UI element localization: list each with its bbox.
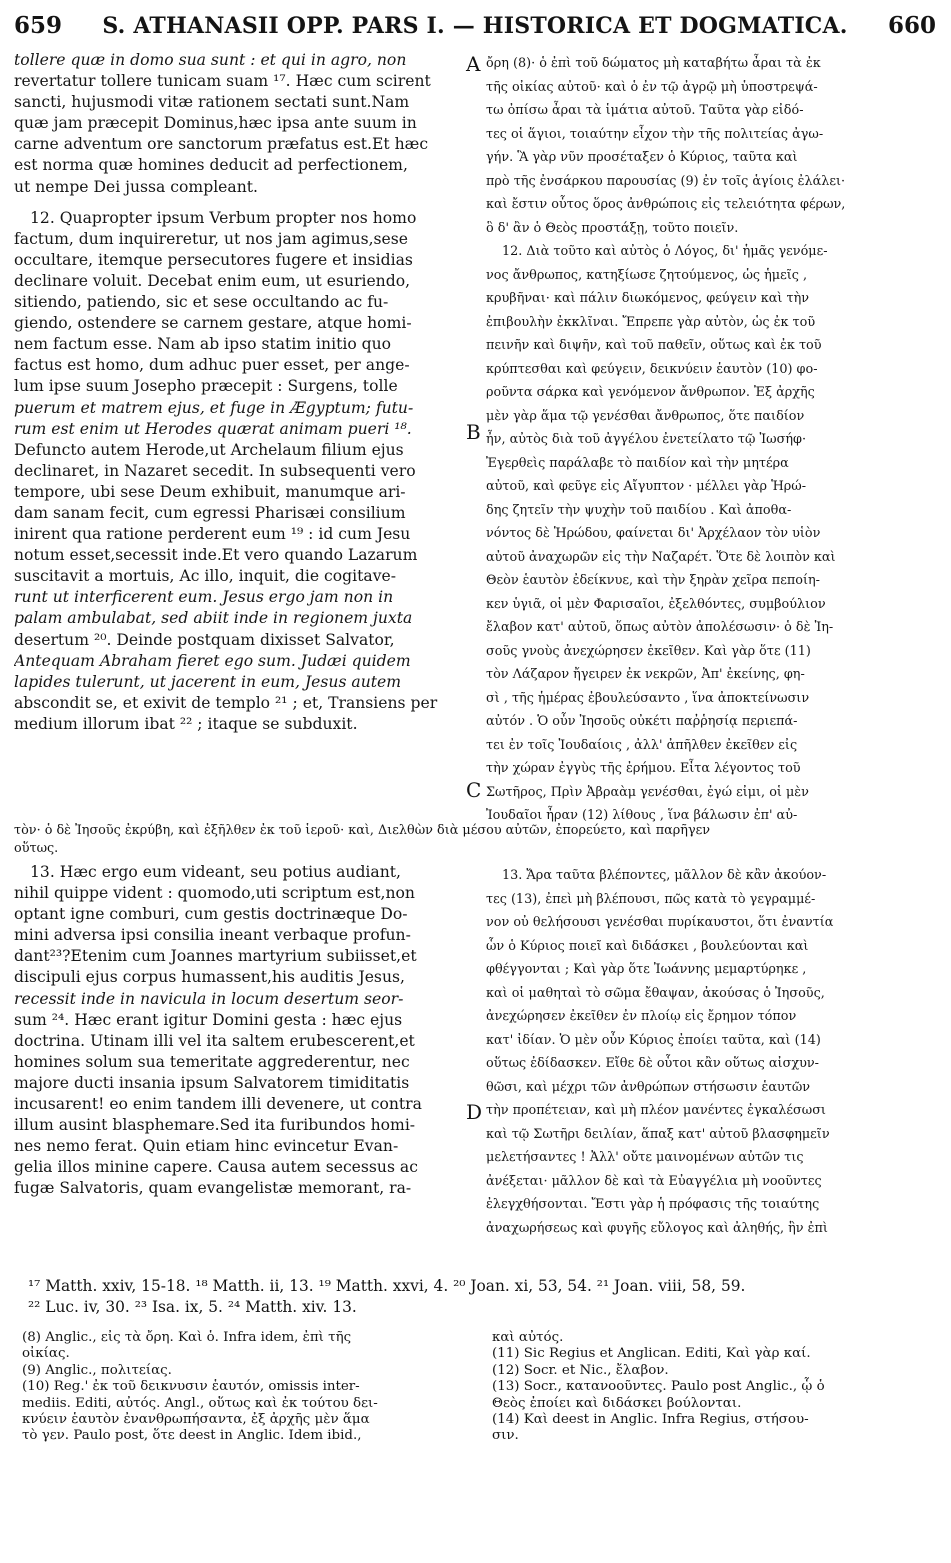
footnote-line: (9) Anglic., πολιτείας.	[22, 1362, 172, 1378]
latin-line: rum est enim ut Herodes quærat animam pueri ¹⁸.	[14, 419, 412, 438]
margin-marker-a: A	[466, 52, 481, 76]
footnote-line: κνύειν ἑαυτὸν ἐνανθρωπήσαντα, ἐξ ἀρχῆς μὲν ἅμα	[22, 1412, 370, 1428]
latin-line: gelia illos minine capere. Causa autem secessus ac	[14, 1158, 418, 1177]
greek-line: νον οὐ θελήσουσι γενέσθαι πυρίκαυστοι, ὅτι ἐναντία	[486, 915, 834, 930]
greek-line: οὕτως.	[14, 841, 59, 856]
latin-line: 12. Quapropter ipsum Verbum propter nos homo	[30, 208, 417, 227]
margin-marker-b: B	[466, 420, 481, 444]
latin-line: puerum et matrem ejus, et fuge in Ægyptum; futu-	[14, 398, 414, 417]
latin-line: 13. Hæc ergo eum videant, seu potius audiant,	[30, 863, 401, 881]
latin-line: abscondit se, et exivit de templo ²¹ ; et, Transiens per	[14, 693, 438, 712]
latin-line: lum ipse suum Josepho præcepit : Surgens, tolle	[14, 377, 398, 396]
greek-line: ἀναχωρήσεως καὶ φυγῆς εὔλογος καὶ ἀληθής, ἣν ἐπὶ	[486, 1220, 828, 1236]
greek-line: νόντος δὲ Ἡρώδου, φαίνεται δι' Ἀρχέλαον τὸν υἱὸν	[486, 526, 821, 541]
running-title: S. ATHANASII OPP. PARS I. — HISTORICA ET DOGMATICA.	[102, 13, 848, 39]
greek-line: γήν. Ἃ γὰρ νῦν προσέταξεν ὁ Κύριος, ταῦτα καὶ	[486, 150, 798, 165]
greek-line: πεινῆν καὶ διψῆν, καὶ τοῦ παθεῖν, οὕτως καὶ ἐκ τοῦ	[486, 338, 822, 353]
greek-line: τῆς οἰκίας αὐτοῦ· καὶ ὁ ἐν τῷ ἀγρῷ μὴ ὑποστρεψά-	[486, 79, 818, 95]
latin-line: suscitavit a mortuis, Ac illo, inquit, die cogitave-	[14, 567, 397, 586]
latin-line: tempore, ubi sese Deum exhibuit, manumque ari-	[14, 482, 406, 501]
latin-line: sum ²⁴. Hæc erant igitur Domini gesta : hæc ejus	[14, 1010, 403, 1029]
greek-line: ὄρη (8)· ὁ ἐπὶ τοῦ δώματος μὴ καταβήτω ἆραι τὰ ἐκ	[486, 56, 821, 71]
latin-column-upper	[14, 50, 464, 735]
greek-column-lower	[486, 864, 936, 1240]
paragraph-gap	[14, 198, 464, 208]
margin-marker-c: C	[466, 778, 482, 802]
latin-line: carne adventum ore sanctorum præfatus est.Et hæc	[14, 135, 429, 154]
page-number-left: 659	[14, 12, 63, 39]
greek-line: Σωτῆρος, Πρὶν Ἀβραὰμ γενέσθαι, ἐγώ εἰμι, οἱ μὲν	[486, 784, 809, 800]
latin-line: est norma quæ homines deducit ad perfectionem,	[14, 156, 408, 175]
latin-line: runt ut interficerent eum. Jesus ergo jam non in	[14, 588, 394, 607]
latin-line: nes nemo ferat. Quin etiam hinc evincetur Evan-	[14, 1137, 399, 1156]
footnotes-left	[22, 1330, 472, 1445]
greek-line: πρὸ τῆς ἐνσάρκου παρουσίας (9) ἐν τοῖς ἁγίοις ἐλάλει·	[486, 173, 846, 189]
page-header	[14, 6, 936, 46]
greek-line: σοῦς γνοὺς ἀνεχώρησεν ἐκεῖθεν. Καὶ γὰρ ὅτε (11)	[486, 643, 811, 659]
greek-line: τες (13), ἐπεὶ μὴ βλέπουσι, πῶς κατὰ τὸ γεγραμμέ-	[486, 891, 816, 907]
greek-line: κρυβῆναι· καὶ πάλιν διωκόμενος, φεύγειν καὶ τὴν	[486, 291, 810, 306]
latin-line: factus est homo, dum adhuc puer esset, per ange-	[14, 356, 410, 375]
latin-line: incusarent! eo enim tandem illi devenere, ut contra	[14, 1095, 422, 1114]
greek-full-width-line	[14, 822, 936, 858]
latin-line: palam ambulabat, sed abiit inde in regionem juxta	[14, 609, 413, 628]
footnotes-right	[492, 1330, 932, 1445]
footnote-line: σιν.	[492, 1428, 519, 1444]
latin-line: ut nempe Dei jussa compleant.	[14, 177, 258, 196]
footnote-line: οἰκίας.	[22, 1346, 70, 1362]
greek-line: ἦν, αὐτὸς διὰ τοῦ ἀγγέλου ἐνετείλατο τῷ Ἰωσήφ·	[486, 432, 807, 447]
latin-line: illum ausint blasphemare.Sed ita furibundos homi-	[14, 1116, 416, 1135]
footnote-line: (12) Socr. et Nic., ἔλαβον.	[492, 1362, 669, 1378]
greek-line: αὐτοῦ ἀναχωρῶν εἰς τὴν Ναζαρέτ. Ὅτε δὲ λοιπὸν καὶ	[486, 549, 836, 565]
greek-line: θῶσι, καὶ μέχρι τῶν ἀνθρώπων στήσωσιν ἑαυτῶν	[486, 1079, 811, 1095]
greek-line: καὶ τῷ Σωτῆρι δειλίαν, ἅπαξ κατ' αὐτοῦ βλασφημεῖν	[486, 1126, 830, 1142]
greek-line: καὶ ἔστιν οὗτος ὅρος ἀνθρώποις εἰς τελειότητα φέρων,	[486, 197, 846, 212]
greek-line: κρύπτεσθαι καὶ φεύγειν, δεικνύειν ἑαυτὸν (10) φο-	[486, 361, 818, 377]
latin-line: revertatur tollere tunicam suam ¹⁷. Hæc cum scirent	[14, 72, 431, 91]
reference-line: ²² Luc. iv, 30. ²³ Isa. ix, 5. ²⁴ Matth. xiv. 13.	[28, 1298, 357, 1316]
latin-line: sitiendo, patiendo, sic et sese occultando ac fu-	[14, 293, 389, 312]
greek-line: σὶ , τῆς ἡμέρας ἐβουλεύσαντο , ἵνα ἀποκτείνωσιν	[486, 690, 810, 706]
page-number-right: 660	[887, 12, 936, 39]
greek-line: τὸν· ὁ δὲ Ἰησοῦς ἐκρύβη, καὶ ἐξῆλθεν ἐκ τοῦ ἱεροῦ· καὶ, Διελθὼν διὰ μέσου αὐτῶν, ἐπορεύετο, καὶ παρῆγεν	[14, 823, 710, 838]
footnote-line: (8) Anglic., εἰς τὰ ὄρη. Καὶ ὁ. Infra idem, ἐπὶ τῆς	[22, 1330, 352, 1345]
latin-column-lower	[14, 862, 464, 1200]
latin-line: medium illorum ibat ²² ; itaque se subduxit.	[14, 714, 358, 733]
greek-line: αὐτόν . Ὁ οὖν Ἰησοῦς οὐκέτι παῤῥησίᾳ περιεπά-	[486, 714, 798, 729]
greek-line: νος ἄνθρωπος, κατηξίωσε ζητούμενος, ὡς ἡμεῖς ,	[486, 267, 808, 283]
latin-line: sancti, hujusmodi vitæ rationem sectati sunt.Nam	[14, 93, 410, 112]
latin-line: recessit inde in navicula in locum desertum seor-	[14, 989, 404, 1008]
greek-line: ροῦντα σάρκα καὶ γενόμενον ἄνθρωπον. Ἐξ ἀρχῆς	[486, 385, 815, 400]
greek-line: ἐλεγχθήσονται. Ἔστι γὰρ ἡ πρόφασις τῆς τοιαύτης	[486, 1197, 820, 1212]
latin-line: optant igne comburi, cum gestis doctrinæque Do-	[14, 905, 408, 924]
greek-line: 13. Ἄρα ταῦτα βλέποντες, μᾶλλον δὲ κἂν ἀκούον-	[502, 868, 827, 883]
greek-line: τὴν χώραν ἐγγὺς τῆς ἐρήμου. Εἶτα λέγοντος τοῦ	[486, 761, 801, 776]
greek-line: καὶ οἱ μαθηταὶ τὸ σῶμα ἔθαψαν, ἀκούσας ὁ Ἰησοῦς,	[486, 985, 825, 1001]
greek-line: Ἰουδαῖοι ἦραν (12) λίθους , ἵνα βάλωσιν ἐπ' αὐ-	[486, 808, 798, 823]
latin-line: lapides tulerunt, ut jacerent in eum, Jesus autem	[14, 672, 402, 691]
scripture-references	[28, 1276, 928, 1318]
greek-line: αὐτοῦ, καὶ φεῦγε εἰς Αἴγυπτον · μέλλει γὰρ Ἡρώ-	[486, 479, 807, 494]
reference-line: ¹⁷ Matth. xxiv, 15-18. ¹⁸ Matth. ii, 13. ¹⁹ Matth. xxvi, 4. ²⁰ Joan. xi, 53, 54. ²¹ Joan. viii, 58, 59.	[28, 1277, 746, 1295]
footnote-line: Θεὸς ἐποίει καὶ διδάσκει βούλονται.	[492, 1395, 742, 1411]
latin-line: dant²³?Etenim cum Joannes martyrium subiisset,et	[14, 947, 417, 966]
latin-line: giendo, ostendere se carnem gestare, atque homi-	[14, 314, 412, 333]
footnote-line: (13) Socr., κατανοοῦντες. Paulo post Anglic., ᾧ ὁ	[492, 1379, 825, 1395]
latin-line: mini adversa ipsi consilia ineant verbaque profun-	[14, 926, 411, 945]
greek-column-upper	[486, 52, 936, 828]
latin-line: desertum ²⁰. Deinde postquam dixisset Salvator,	[14, 630, 395, 649]
greek-line: Θεὸν ἑαυτὸν ἐδείκνυε, καὶ τὴν ξηρὰν χεῖρα πεποίη-	[486, 573, 820, 588]
greek-line: φθέγγονται ; Καὶ γὰρ ὅτε Ἰωάννης μεμαρτύρηκε ,	[486, 962, 807, 977]
latin-line: declinaret, in Nazaret secedit. In subsequenti vero	[14, 461, 416, 480]
latin-line: discipuli ejus corpus humassent,his auditis Jesus,	[14, 968, 405, 987]
greek-line: κεν ὑγιᾶ, οἱ μὲν Φαρισαῖοι, ἐξελθόντες, συμβούλιον	[486, 596, 826, 612]
footnote-line: mediis. Editi, αὐτός. Angl., οὕτως καὶ ἐκ τούτου δει-	[22, 1395, 378, 1411]
latin-line: majore ducti insania ipsum Salvatorem timiditatis	[14, 1073, 410, 1092]
greek-line: ἐπιβουλὴν ἐκκλῖναι. Ἔπρεπε γὰρ αὐτὸν, ὡς ἐκ τοῦ	[486, 314, 816, 330]
latin-line: tollere quæ in domo sua sunt : et qui in agro, non	[14, 51, 407, 69]
footnote-line: (11) Sic Regius et Anglican. Editi, Καὶ γὰρ καί.	[492, 1346, 811, 1362]
footnote-line: τὸ γεν. Paulo post, ὅτε deest in Anglic. Idem ibid.,	[22, 1428, 362, 1444]
greek-line: οὕτως ἐδίδασκεν. Εἴθε δὲ οὗτοι κἂν οὕτως αἰσχυν-	[486, 1056, 819, 1071]
latin-line: dam sanam fecit, cum egressi Pharisæi consilium	[14, 503, 406, 522]
greek-line: ὧν ὁ Κύριος ποιεῖ καὶ διδάσκει , βουλεύονται καὶ	[486, 938, 809, 954]
greek-line: τες οἱ ἅγιοι, τοιαύτην εἶχον τὴν τῆς πολιτείας ἀγω-	[486, 126, 824, 142]
greek-line: τω ὀπίσω ἆραι τὰ ἱμάτια αὐτοῦ. Ταῦτα γὰρ εἰδό-	[486, 103, 804, 118]
greek-line: ἀνέξεται· μᾶλλον δὲ καὶ τὰ Εὐαγγέλια μὴ νοοῦντες	[486, 1173, 822, 1189]
greek-line: 12. Διὰ τοῦτο καὶ αὐτὸς ὁ Λόγος, δι' ἡμᾶς γενόμε-	[502, 244, 828, 259]
greek-line: τει ἐν τοῖς Ἰουδαίοις , ἀλλ' ἀπῆλθεν ἐκεῖθεν εἰς	[486, 737, 798, 753]
latin-line: declinare voluit. Decebat enim eum, ut esuriendo,	[14, 271, 411, 290]
latin-line: inirent qua ratione perderent eum ¹⁹ : id cum Jesu	[14, 525, 411, 544]
greek-line: μελετήσαντες ! Ἀλλ' οὔτε μαινομένων αὐτῶν τις	[486, 1150, 804, 1165]
footnote-line: (14) Καὶ deest in Anglic. Infra Regius, στήσου-	[492, 1412, 809, 1428]
footnote-line: (10) Reg.' ἐκ τοῦ δεικνυσιν ἑαυτόν, omissis inter-	[22, 1379, 360, 1395]
latin-line: homines solum sua temeritate aggrederentur, nec	[14, 1052, 410, 1071]
latin-line: notum esset,secessit inde.Et vero quando Lazarum	[14, 546, 418, 565]
greek-line: κατ' ἰδίαν. Ὁ μὲν οὖν Κύριος ἐποίει ταῦτα, καὶ (14)	[486, 1032, 821, 1048]
greek-line: δης ζητεῖν τὴν ψυχὴν τοῦ παιδίου . Καὶ ἀποθα-	[486, 502, 792, 518]
latin-line: fugæ Salvatoris, quam evangelistæ memorant, ra-	[14, 1179, 412, 1198]
greek-line: τὴν προπέτειαν, καὶ μὴ πλέον μανέντες ἐγκαλέσωσι	[486, 1103, 826, 1118]
latin-line: factum, dum inquireretur, ut nos jam agimus,sese	[14, 229, 409, 248]
latin-line: occultare, itemque persecutores fugere et insidias	[14, 250, 413, 269]
greek-line: ὃ δ' ἂν ὁ Θεὸς προστάξῃ, τοῦτο ποιεῖν.	[486, 220, 739, 236]
greek-line: τὸν Λάζαρον ἤγειρεν ἐκ νεκρῶν, Ἀπ' ἐκείνης, φη-	[486, 667, 805, 682]
latin-line: Antequam Abraham fieret ego sum. Judæi quidem	[14, 651, 411, 670]
greek-line: Ἐγερθεὶς παράλαβε τὸ παιδίον καὶ τὴν μητέρα	[486, 455, 789, 471]
footnote-line: καὶ αὐτός.	[492, 1330, 564, 1345]
latin-line: quæ jam præcepit Dominus,hæc ipsa ante suum in	[14, 114, 417, 133]
greek-line: ἀνεχώρησεν ἐκεῖθεν ἐν πλοίῳ εἰς ἔρημον τόπον	[486, 1009, 797, 1024]
latin-line: nem factum esse. Nam ab ipso statim initio quo	[14, 335, 392, 354]
greek-line: ἔλαβον κατ' αὐτοῦ, ὅπως αὐτὸν ἀπολέσωσιν· ὁ δὲ Ἰη-	[486, 620, 834, 635]
margin-marker-d: D	[466, 1100, 483, 1124]
latin-line: Defuncto autem Herode,ut Archelaum filium ejus	[14, 440, 404, 459]
greek-line: μὲν γὰρ ἅμα τῷ γενέσθαι ἄνθρωπος, ὅτε παιδίον	[486, 408, 805, 424]
latin-line: doctrina. Utinam illi vel ita saltem erubescerent,et	[14, 1031, 415, 1050]
latin-line: nihil quippe vident : quomodo,uti scriptum est,non	[14, 884, 415, 903]
